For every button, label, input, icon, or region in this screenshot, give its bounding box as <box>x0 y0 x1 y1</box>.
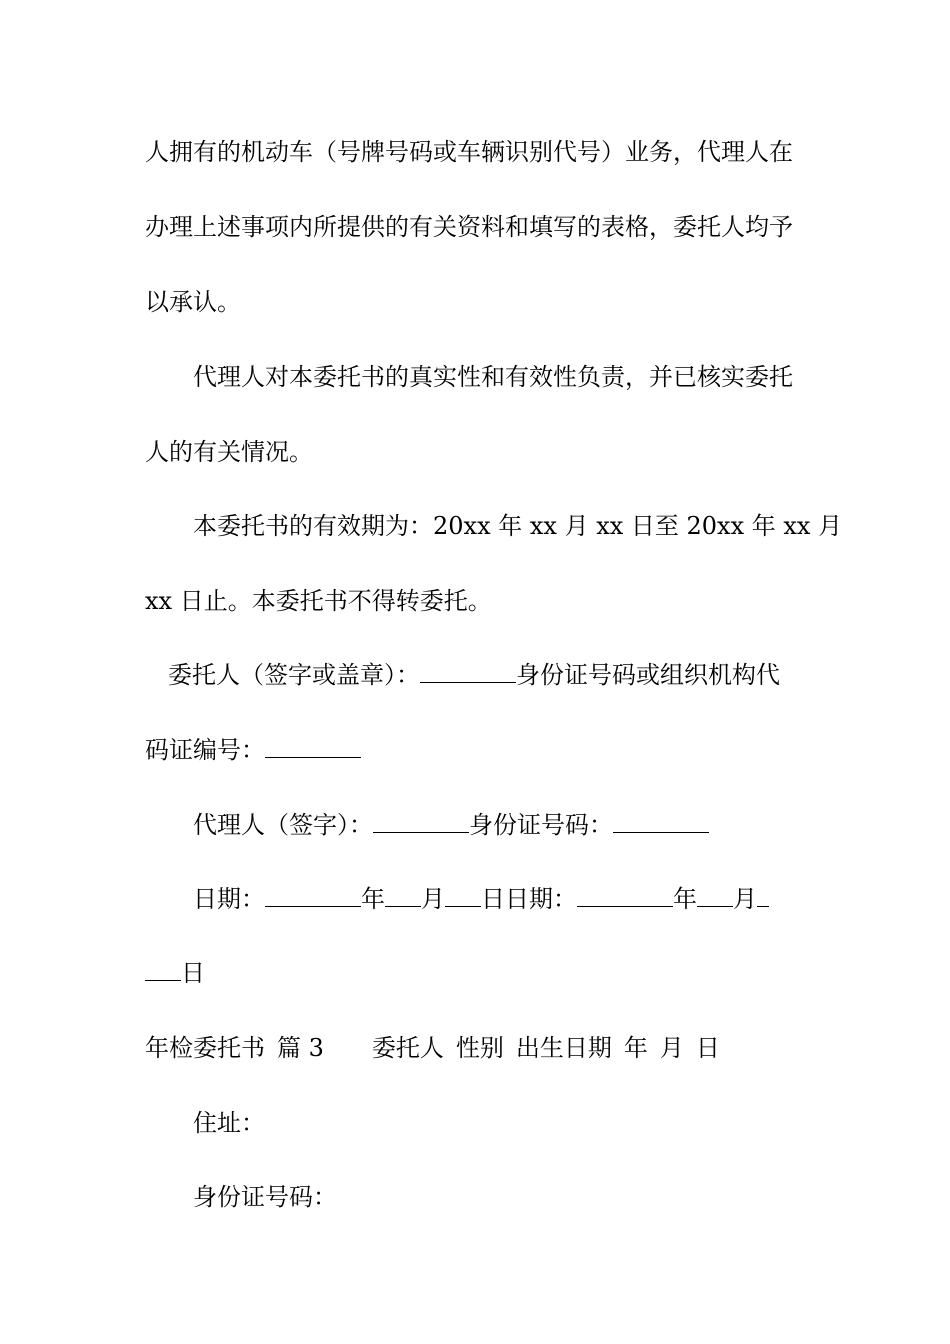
principal-field: 委托人 <box>371 1034 444 1062</box>
agent-signature-blank[interactable] <box>373 810 469 833</box>
paragraph-line: 以承认。 <box>145 288 241 316</box>
paragraph-line: 人的有关情况。 <box>145 438 313 466</box>
id-org-label-cont: 码证编号： <box>145 736 265 764</box>
principal-signature-blank[interactable] <box>420 660 516 683</box>
agent-label: 代理人（签字）： <box>193 811 373 839</box>
id-org-line <box>145 735 361 765</box>
year-field: 年 <box>623 1034 648 1062</box>
section-title: 年检委托书 <box>145 1034 265 1062</box>
gender-field: 性别 <box>455 1034 504 1062</box>
id-number-line: 身份证号码： <box>193 1183 337 1211</box>
month-label: 月 <box>421 885 445 913</box>
month-label-2: 月 <box>733 885 757 913</box>
day-date-label: 日日期： <box>481 885 577 913</box>
month-blank[interactable] <box>385 884 421 907</box>
paragraph-line: 代理人对本委托书的真实性和有效性负责，并已核实委托 <box>193 363 793 391</box>
month-field: 月 <box>659 1034 684 1062</box>
paragraph-line: 办理上述事项内所提供的有关资料和填写的表格，委托人均予 <box>145 213 793 241</box>
date-line-cont <box>145 958 205 988</box>
id-org-label: 身份证号码或组织机构代 <box>516 661 780 689</box>
validity-line: 本委托书的有效期为：20xx 年 xx 月 xx 日至 20xx 年 xx 月 <box>193 512 843 540</box>
agent-signature-line <box>193 810 709 840</box>
day-label: 日 <box>181 959 205 987</box>
month-blank-2[interactable] <box>697 884 733 907</box>
year-blank-2[interactable] <box>577 884 673 907</box>
section-heading-line <box>145 1033 720 1063</box>
agent-id-label: 身份证号码： <box>469 811 613 839</box>
day-field: 日 <box>695 1034 720 1062</box>
year-blank[interactable] <box>265 884 361 907</box>
date-line <box>193 884 769 914</box>
agent-id-blank[interactable] <box>613 810 709 833</box>
address-line: 住址： <box>193 1109 265 1137</box>
principal-signature-line <box>168 660 780 690</box>
year-label: 年 <box>361 885 385 913</box>
date-label: 日期： <box>193 885 265 913</box>
year-label-2: 年 <box>673 885 697 913</box>
id-org-blank[interactable] <box>265 735 361 758</box>
section-part: 篇 3 <box>277 1034 324 1062</box>
day-blank-2[interactable] <box>145 958 181 981</box>
paragraph-line: xx 日止。本委托书不得转委托。 <box>145 587 492 615</box>
birth-field: 出生日期 <box>515 1034 612 1062</box>
principal-label: 委托人（签字或盖章）： <box>168 661 420 689</box>
day-blank-2-part[interactable] <box>757 884 769 907</box>
day-blank[interactable] <box>445 884 481 907</box>
paragraph-line: 人拥有的机动车（号牌号码或车辆识别代号）业务，代理人在 <box>145 138 793 166</box>
